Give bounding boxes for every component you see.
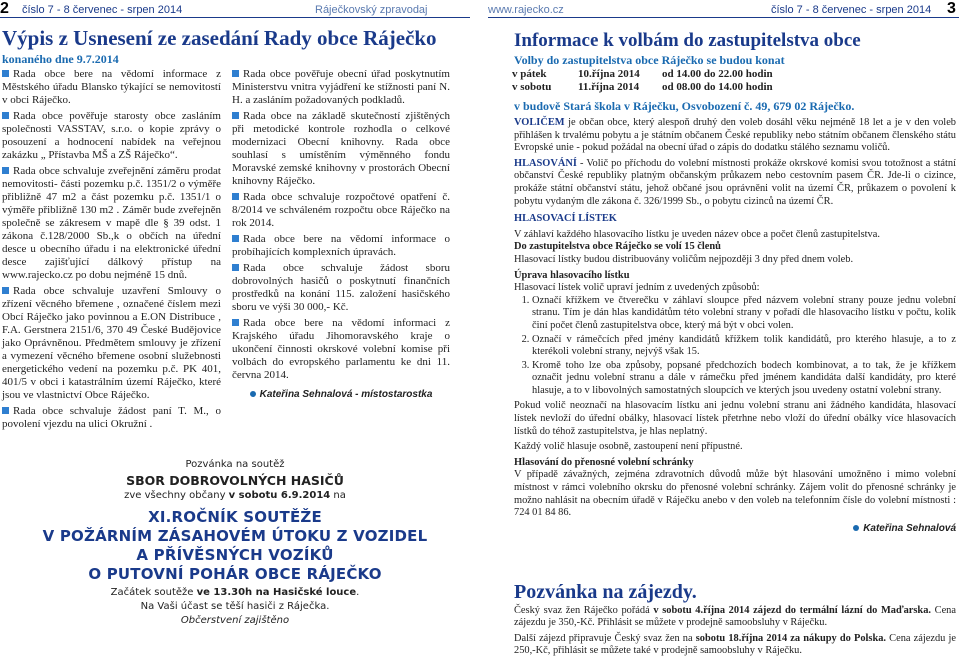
bullet-icon — [232, 70, 239, 77]
usneseni-author: Kateřina Sehnalová - místostarostka — [232, 388, 450, 401]
zajezd-paragraph: Český svaz žen Ráječko pořádá v sobotu 4.října 2014 zájezd do termální lázní do Maďarska. Cena zájezdu je 350,-Kč. Přihlásit se můžete v prodejně samoobsluhy v Ráječku. — [514, 605, 956, 629]
usneseni-item: Rada obce bere na vědomí informaci z Krajského úřadu Jihomoravského kraje o ukončení činnosti okrskové volební komise při volbách do evropského parlamentu ke dni 11. června 2014. — [232, 317, 450, 381]
right-issue: číslo 7 - 8 červenec - srpen 2014 — [771, 4, 932, 16]
contest-intro: Pozvánka na soutěž — [185, 459, 285, 470]
bullet-icon — [232, 264, 239, 271]
list-item: 2. Označí v rámečcích před jmény kandidátů křížkem tolik kandidátů, pro kterého hlasuje, a to z kterékoli volební strany, nejvýš však 15. — [532, 334, 956, 359]
pokud-paragraph: Pokud volič neoznačí na hlasovacím lístku ani jednu volební stranu ani žádného kandidáta, hlasovací lístek nevloží do úřední obálky, hlasovací lístek přetrhne nebo vloží do úřední obálky více hlasovacích lístků do téhož zastupitelstva, je hlas neplatný. — [514, 400, 956, 437]
usneseni-column-1 — [2, 68, 221, 434]
bullet-icon — [232, 235, 239, 242]
contest-note: Na Vaši účast se těší hasiči z Ráječka. — [140, 601, 330, 612]
voting-times-table — [512, 68, 779, 94]
bullet-icon — [853, 525, 859, 531]
bullet-icon — [2, 70, 9, 77]
usneseni-title: Výpis z Usnesení ze zasedání Rady obce Ráječko — [2, 26, 437, 50]
volic-paragraph: VOLIČEM je občan obce, který alespoň druhý den voleb dosáhl věku nejméně 18 let a je v den voleb přihlášen k trvalému pobytu a je státním občanem České republiky nebo státním občanem členského státu Evropské unie - pokud požádal na obecní úřad o zápis do dodatku stálého seznamu voličů. — [514, 117, 956, 154]
usneseni-column-2 — [232, 68, 450, 404]
right-page-number: 3 — [947, 0, 956, 17]
prenosne-heading: Hlasování do přenosné volební schránky — [514, 456, 694, 468]
listek-text: V záhlaví každého hlasovacího lístku je uveden název obce a počet členů zastupitelstva. — [514, 228, 880, 240]
usneseni-item: Rada obce bere na vědomí informace z Městského úřadu Blansko týkající se nemovitostí v obci Ráječko. — [2, 68, 221, 106]
zajezdy-title: Pozvánka na zájezdy. — [514, 581, 697, 603]
usneseni-item: Rada obce schvaluje žádost sboru dobrovolných hasičů o poskytnutí finančních prostředků na konání 115. založení hasičského sboru ve výši 30 000,- Kč. — [232, 262, 450, 313]
hlasovani-paragraph: HLASOVÁNÍ - Volič po příchodu do volební místnosti prokáže okrskové komisi svou totožnost a státní občanství České republiky platným občanským průkazem nebo cestovním pasem ČR. Jde-li o cizince, prokáže státní občanství státu, jehož občané jsou oprávněni volit na území ČR, průkazem o povolení k pobytu vydaným dle zákona č. 326/1999 Sb., o pobytu cizinců na území ČR. — [514, 157, 956, 207]
prenosne-paragraph: V případě závažných, zejména zdravotních důvodů může být hlasování umožněno i mimo volební místnost v rámci volebního okrsku do přenosné volební schránky. Zájem volit do přenosné schránky je možno nahlásit na obecním úřadě v Ráječku anebo v den voleb na telefonním čísle do volební místnosti : 724 01 84 86. — [514, 469, 956, 519]
contest-start: Začátek soutěže ve 13.30h na Hasičské louce. — [110, 587, 360, 598]
contest-title-3: A PŘÍVĚSNÝCH VOZÍKŮ — [136, 546, 334, 564]
zvoleno-text: Do zastupitelstva obce Ráječko se volí 15 členů — [514, 241, 721, 253]
contest-invitation — [0, 458, 470, 628]
usneseni-item: Rada obce pověřuje starosty obce zasláním společnosti VASSTAV, s.r.o. o kopie zprávy o posouzení a hodnocení nabídek na veřejnou zakázku „ Přístavba MŠ a ZŠ Ráječko“. — [2, 110, 221, 161]
contest-invite: zve všechny občany v sobotu 6.9.2014 na — [124, 490, 346, 501]
listek-heading: HLASOVACÍ LÍSTEK — [514, 213, 617, 225]
bullet-icon — [232, 193, 239, 200]
zajezdy-body — [514, 605, 956, 661]
bullet-icon — [232, 319, 239, 326]
contest-title-2: V POŽÁRNÍM ZÁSAHOVÉM ÚTOKU Z VOZIDEL — [42, 527, 428, 545]
left-page-number: 2 — [0, 0, 9, 17]
usneseni-item: Rada obce schvaluje uzavření Smlouvy o zřízení věcného břemene , označené číslem mezi Obcí Ráječko jako povinnou a E.ON Distribuce , F.A. Gerstnera 2151/6, 370 49 České Budějovice jako Oprávněnou. Předmětem smlouvy je zřízení a vymezení věcného břemene osobní služebnosti energetického vedení na pozemku p.č. PK 401, 401/5 v obci i katastrálním území Ráječko, které jsou ve vlastnictví Obce Ráječko. — [2, 285, 221, 401]
contest-title-1: XI.ROČNÍK SOUTĚŽE — [148, 508, 322, 526]
list-item: 1. Označí křížkem ve čtverečku v záhlaví sloupce před názvem volební strany pouze jednu volební stranu. Tím je dán hlas kandidátům této volební strany v pořadí dle hlasovacího lístku v počtu, kolik činí počet členů zastupitelstva obce, který má být v obci volen. — [532, 295, 956, 333]
kazdy-paragraph: Každý volič hlasuje osobně, zastoupení není přípustné. — [514, 441, 743, 453]
usneseni-item: Rada obce na základě skutečností zjištěných při metodické kontrole rozhodla o celkové modernizaci Obecní knihovny. Rada obce souhlasí s umístěním výměnného fondu Moravské zemské knihovny v prostorách Obecní knihovny Ráječko. — [232, 110, 450, 187]
volby-subtitle: Volby do zastupitelstva obce Ráječko se budou konat — [514, 53, 785, 67]
left-issue: číslo 7 - 8 červenec - srpen 2014 — [22, 4, 183, 16]
usneseni-item: Rada obce schvaluje rozpočtové opatření č. 8/2014 ve schváleném rozpočtu obce Ráječko na rok 2014. — [232, 191, 450, 229]
contest-refreshment: Občerstvení zajištěno — [180, 615, 290, 626]
bullet-icon — [2, 407, 9, 414]
right-site-link[interactable]: www.rajecko.cz — [488, 4, 564, 16]
contest-title-4: O PUTOVNÍ POHÁR OBCE RÁJEČKO — [88, 565, 382, 583]
left-page-header — [0, 2, 470, 17]
volby-author: Kateřina Sehnalová — [514, 523, 956, 536]
usneseni-item: Rada obce schvaluje zveřejnění záměru prodat nemovitosti- části pozemku p.č. 1351/2 o výměře přibližně 47 m2 a část pozemku p.č. 1351/1 o výměře přibližně 130 m2 . Záměr bude zveřejněn společně se zákresem v mapě dle § 39 odst. 1 zákona č.128/2000 Sb.,k o občích na úřední desce u obecního úřadu i na elektronické úřední desce zajišťující dálkový přístup na www.rajecko.cz po dobu nejméně 15 dnů. — [2, 165, 221, 281]
bullet-icon — [232, 112, 239, 119]
left-header-rule — [0, 17, 470, 18]
uprava-heading: Úprava hlasovacího lístku — [514, 269, 630, 281]
voting-time-row: v sobotu 11.října 2014 od 08.00 do 14.00 hodin — [512, 81, 773, 93]
volby-place: v budově Stará škola v Ráječku, Osvobození č. 49, 679 02 Ráječko. — [514, 99, 855, 113]
uprava-intro: Hlasovací lístek volič upraví jedním z uvedených způsobů: — [514, 282, 760, 294]
usneseni-item: Rada obce pověřuje obecní úřad poskytnutím Ministerstvu vnitra vyjádření ke stížnosti paní N. H. a zasláním požadovaných podkladů. — [232, 68, 450, 106]
left-paper-name: Ráječkovský zpravodaj — [315, 4, 428, 16]
list-item: 3. Kromě toho lze oba způsoby, popsané předchozích bodech kombinovat, a to tak, že je křížkem označit jednu volební stranu a dále v rámečku před jménem kandidáta další kandidáty, pro které hlasuje, a to v libovolných samostatných sloupcích ve kterých jsou uvedeny ostatní volební strany. — [532, 360, 956, 398]
usneseni-item: Rada obce bere na vědomí informace o probíhajících komplexních úpravách. — [232, 233, 450, 258]
contest-organizer: SBOR DOBROVOLNÝCH HASIČŮ — [126, 473, 344, 488]
bullet-icon — [2, 112, 9, 119]
volby-title: Informace k volbám do zastupitelstva obce — [514, 30, 861, 51]
volby-body — [514, 117, 956, 538]
bullet-icon — [2, 167, 9, 174]
voting-time-row: v pátek 10.října 2014 od 14.00 do 22.00 hodin — [512, 68, 773, 80]
bullet-icon — [250, 391, 256, 397]
usneseni-date: konaného dne 9.7.2014 — [2, 52, 119, 66]
uprava-list — [514, 295, 956, 398]
zajezd-paragraph: Další zájezd připravuje Český svaz žen na sobotu 18.října 2014 za nákupy do Polska. Cena zájezdu je 250,-Kč, přihlásit se můžete také v prodejně samoobsluhy v Ráječku. — [514, 632, 956, 657]
right-header-rule — [488, 17, 959, 18]
dorucovani-text: Hlasovací lístky budou distribuovány voličům nejpozději 3 dny před dnem voleb. — [514, 253, 854, 265]
bullet-icon — [2, 287, 9, 294]
usneseni-item: Rada obce schvaluje žádost paní T. M., o povolení vjezdu na ulici Okružní . — [2, 405, 221, 430]
